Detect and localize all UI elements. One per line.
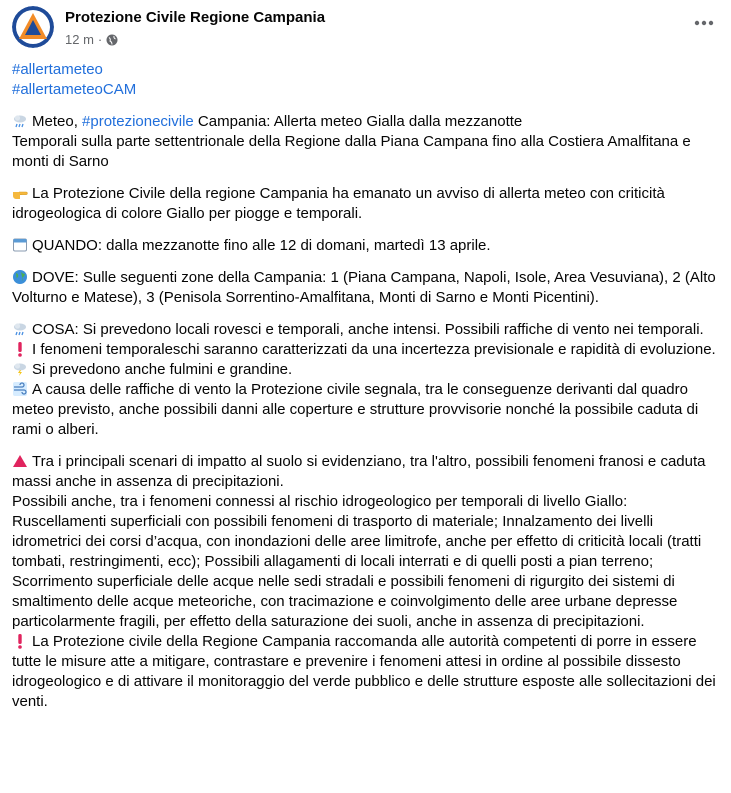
cloud-rain-icon: [12, 321, 28, 337]
post-paragraph: I fenomeni temporaleschi saranno caratterizzati da una incertezza previsionale e rapidità di evoluzione.: [12, 340, 720, 360]
cloud-rain-icon: [12, 113, 28, 129]
cloud-lightning-icon: [12, 361, 28, 377]
post-paragraph: QUANDO: dalla mezzanotte fino alle 12 di domani, martedì 13 aprile.: [12, 236, 720, 256]
post-paragraph: La Protezione Civile della regione Campania ha emanato un avviso di allerta meteo con criticità idrogeologica di colore Giallo per piogge e temporali.: [12, 185, 665, 222]
hashtag-link[interactable]: #allertameteo: [12, 61, 103, 78]
wind-icon: [12, 381, 28, 397]
hashtag-link[interactable]: #allertameteoCAM: [12, 81, 137, 98]
post-paragraph: Temporali sulla parte settentrionale della Regione dalla Piana Campana fino alla Costiera Amalfitana e monti di Sarno: [12, 133, 691, 170]
globe-icon: [106, 34, 118, 46]
protezione-civile-logo: [12, 6, 54, 48]
page-name-link[interactable]: Protezione Civile Regione Campania: [65, 9, 326, 26]
post-content: [12, 60, 720, 712]
red-triangle-icon: [12, 453, 28, 469]
exclamation-icon: [12, 341, 28, 357]
post-meta: [65, 32, 118, 47]
post-paragraph: La Protezione civile della Regione Campania raccomanda alle autorità competenti di porre in essere tutte le misure atte a mitigare, contrastare e prevenire i fenomeni attesi in ordine al possibile dissesto idrogeologico e di attivare il monitoraggio del verde pubblico e delle strutture esposte alle sollecitazioni dei venti.: [12, 633, 716, 710]
exclamation-icon: [12, 633, 28, 649]
post-paragraph: Possibili anche, tra i fenomeni connessi al rischio idrogeologico per temporali di livello Giallo: Ruscellamenti superficiali con possibili fenomeni di trasporto di materiale; Innalzamento dei livelli idrometrici dei corsi d’acqua, con inondazioni delle aree limitrofe, anche per effetto di criticità locali (tratti tombati, restringimenti, ecc); Possibili allagamenti di locali interrati e di quelli posti a pian terreno; Scorrimento superficiale delle acque nelle sedi stradali e possibili fenomeni di rigurgito dei sistemi di smaltimento delle acque meteoriche, con tracimazione e coinvolgimento delle aree urbane depresse particolarmente fragili, per effetto della saturazione dei suoli, anche in assenza di precipitazioni.: [12, 493, 702, 630]
more-options-button[interactable]: [689, 8, 719, 38]
post-paragraph: Si prevedono anche fulmini e grandine.: [12, 360, 720, 380]
calendar-icon: [12, 237, 28, 253]
pointing-hand-icon: [12, 185, 28, 201]
hashtag-link[interactable]: #protezionecivile: [82, 113, 194, 130]
post-paragraph: DOVE: Sulle seguenti zone della Campania: 1 (Piana Campana, Napoli, Isole, Area Vesuviana), 2 (Alto Volturno e Matese), 3 (Penisola Sorrentino-Amalfitana, Monti di Sarno e Monti Picentini).: [12, 269, 716, 306]
page-avatar[interactable]: [12, 6, 54, 48]
post-paragraph: COSA: Si prevedono locali rovesci e temporali, anche intensi. Possibili raffiche di vento nei temporali.: [12, 320, 720, 340]
post-paragraph: Meteo, #protezionecivile Campania: Allerta meteo Gialla dalla mezzanotte: [12, 112, 720, 132]
meta-separator: ·: [97, 32, 103, 47]
more-options-icon: [694, 20, 714, 26]
post-timestamp[interactable]: 12 m: [65, 32, 94, 47]
post-paragraph: A causa delle raffiche di vento la Protezione civile segnala, tra le conseguenze derivanti dal quadro meteo previsto, anche possibili danni alle coperture e strutture provvisorie nonché la possibile caduta di rami o alberi.: [12, 381, 699, 438]
post-paragraph: Tra i principali scenari di impatto al suolo si evidenziano, tra l'altro, possibili fenomeni franosi e caduta massi anche in assenza di precipitazioni.: [12, 453, 706, 490]
post-header: [12, 6, 719, 52]
globe-earth-icon: [12, 269, 28, 285]
